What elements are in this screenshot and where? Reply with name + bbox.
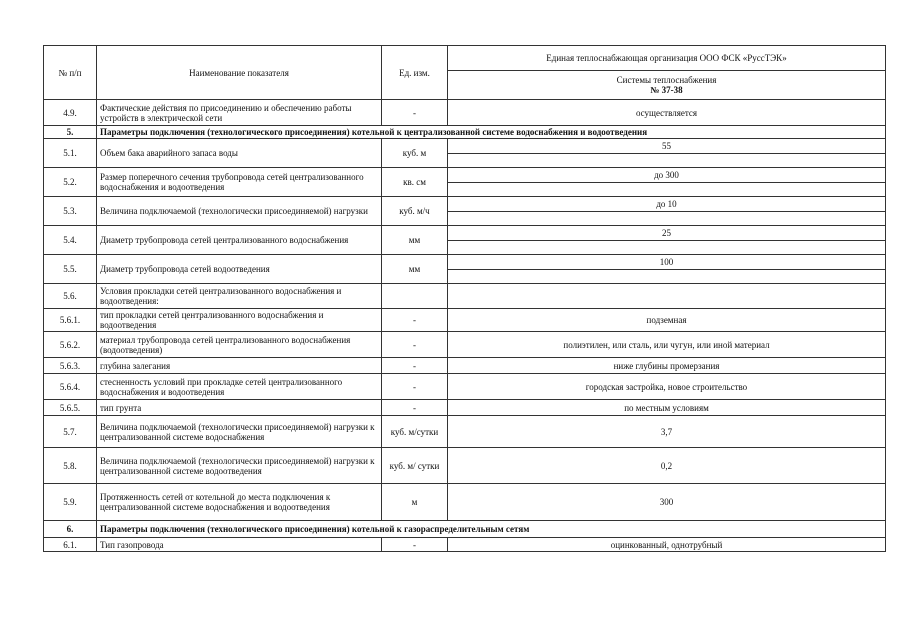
header-systems-number: № 37-38 [650, 85, 683, 95]
row-number: 5.6.5. [44, 400, 97, 416]
unit-cell: кв. см [382, 168, 448, 197]
unit-cell: куб. м/ч [382, 197, 448, 226]
row-number: 5.6. [44, 284, 97, 309]
unit-cell: мм [382, 226, 448, 255]
indicator-name: стесненность условий при прокладке сетей централизованного водоснабжения и водоотведения [97, 374, 382, 400]
unit-cell [382, 284, 448, 309]
table-row [44, 416, 886, 448]
unit-cell: - [382, 100, 448, 126]
table-row [44, 400, 886, 416]
unit-cell: - [382, 358, 448, 374]
row-number: 5.6.2. [44, 332, 97, 358]
table-row [44, 358, 886, 374]
header-systems-label: Системы теплоснабжения [616, 75, 717, 85]
unit-cell: куб. м/ сутки [382, 448, 448, 484]
value-cell [448, 284, 886, 309]
row-number: 5. [44, 126, 97, 139]
value-text: 100 [448, 255, 885, 270]
row-number: 5.8. [44, 448, 97, 484]
value-text: до 300 [448, 168, 885, 183]
table-row [44, 374, 886, 400]
section-title: Параметры подключения (технологического присоединения) котельной к газораспределительным сетям [97, 521, 886, 538]
header-num: № п/п [44, 46, 97, 100]
value-cell: осуществляется [448, 100, 886, 126]
table-row [44, 448, 886, 484]
table-row [44, 484, 886, 521]
table-row [44, 332, 886, 358]
indicator-name: материал трубопровода сетей централизованного водоснабжения (водоотведения) [97, 332, 382, 358]
table-row [44, 226, 886, 255]
section-row [44, 126, 886, 139]
table-row [44, 309, 886, 332]
unit-cell: м [382, 484, 448, 521]
value-cell: 0,2 [448, 448, 886, 484]
value-cell: 3,7 [448, 416, 886, 448]
row-number: 5.6.4. [44, 374, 97, 400]
indicator-name: Фактические действия по присоединению и обеспечению работы устройств в электрической сети [97, 100, 382, 126]
indicator-name: тип грунта [97, 400, 382, 416]
value-cell [448, 255, 886, 284]
table-row [44, 139, 886, 168]
value-cell [448, 226, 886, 255]
row-number: 5.7. [44, 416, 97, 448]
value-cell [448, 139, 886, 168]
value-cell: оцинкованный, однотрубный [448, 538, 886, 552]
header-systems [448, 71, 886, 100]
section-title: Параметры подключения (технологического присоединения) котельной к централизованной системе водоснабжения и водоотведения [97, 126, 886, 139]
indicator-name: глубина залегания [97, 358, 382, 374]
section-row [44, 521, 886, 538]
row-number: 5.3. [44, 197, 97, 226]
row-number: 5.4. [44, 226, 97, 255]
unit-cell: - [382, 332, 448, 358]
header-name: Наименование показателя [97, 46, 382, 100]
table-row [44, 100, 886, 126]
parameters-table [43, 45, 886, 552]
row-number: 6.1. [44, 538, 97, 552]
value-text: 25 [448, 226, 885, 241]
table-row [44, 284, 886, 309]
value-cell [448, 168, 886, 197]
row-number: 5.9. [44, 484, 97, 521]
row-number: 5.1. [44, 139, 97, 168]
unit-cell: мм [382, 255, 448, 284]
row-number: 6. [44, 521, 97, 538]
indicator-name: Условия прокладки сетей централизованного водоснабжения и водоотведения: [97, 284, 382, 309]
table-row [44, 197, 886, 226]
indicator-name: Диаметр трубопровода сетей водоотведения [97, 255, 382, 284]
value-cell: 300 [448, 484, 886, 521]
value-cell: полиэтилен, или сталь, или чугун, или иной материал [448, 332, 886, 358]
header-org: Единая теплоснабжающая организация ООО ФСК «РуссТЭК» [448, 46, 886, 71]
value-cell: подземная [448, 309, 886, 332]
indicator-name: Диаметр трубопровода сетей централизованного водоснабжения [97, 226, 382, 255]
unit-cell: - [382, 309, 448, 332]
row-number: 5.5. [44, 255, 97, 284]
indicator-name: Объем бака аварийного запаса воды [97, 139, 382, 168]
indicator-name: тип прокладки сетей централизованного водоснабжения и водоотведения [97, 309, 382, 332]
value-text: 55 [448, 139, 885, 154]
table-row [44, 168, 886, 197]
row-number: 5.2. [44, 168, 97, 197]
row-number: 5.6.1. [44, 309, 97, 332]
value-cell: по местным условиям [448, 400, 886, 416]
indicator-name: Размер поперечного сечения трубопровода сетей централизованного водоснабжения и водоотведения [97, 168, 382, 197]
value-text: до 10 [448, 197, 885, 212]
indicator-name: Величина подключаемой (технологически присоединяемой) нагрузки к централизованной системе водоотведения [97, 448, 382, 484]
unit-cell: - [382, 400, 448, 416]
table-row [44, 255, 886, 284]
value-cell: ниже глубины промерзания [448, 358, 886, 374]
unit-cell: - [382, 374, 448, 400]
unit-cell: куб. м [382, 139, 448, 168]
value-cell: городская застройка, новое строительство [448, 374, 886, 400]
indicator-name: Величина подключаемой (технологически присоединяемой) нагрузки [97, 197, 382, 226]
unit-cell: - [382, 538, 448, 552]
header-row [44, 46, 886, 71]
row-number: 4.9. [44, 100, 97, 126]
row-number: 5.6.3. [44, 358, 97, 374]
indicator-name: Величина подключаемой (технологически присоединяемой) нагрузки к централизованной системе водоснабжения [97, 416, 382, 448]
indicator-name: Протяженность сетей от котельной до места подключения к централизованной системе водоснабжения и водоотведения [97, 484, 382, 521]
unit-cell: куб. м/сутки [382, 416, 448, 448]
table-row [44, 538, 886, 552]
indicator-name: Тип газопровода [97, 538, 382, 552]
value-cell [448, 197, 886, 226]
header-unit: Ед. изм. [382, 46, 448, 100]
